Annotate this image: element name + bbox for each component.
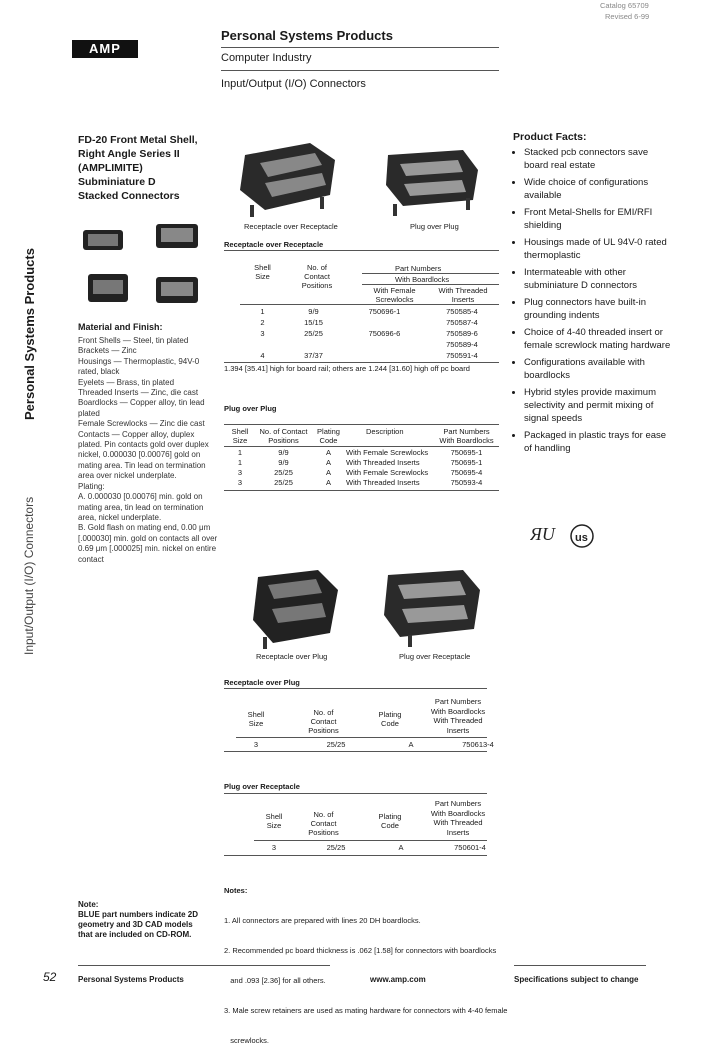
facts-list [510,146,674,459]
table-row: 1 9/9 A With Threaded Inserts 750695-1 [237,458,483,467]
footer-left: Personal Systems Products [78,975,184,984]
t1-h-fs: With Female Screwlocks [373,286,416,304]
material-list: Front Shells — Steel, tin plated Brackets — Zinc Housings — Thermoplastic, 94V-0 rated, black Eyelets — Brass, tin plated Threaded Inserts — Zinc, die cast Boardlocks — Copper alloy, tin lead plated Female Screwlocks — Zinc die cast Contacts — Copper alloy, duplex plated. Pin contacts gold over duplex nickel, 0.000030 [0.00076] gold on mating area. Tin lead on termination area over nickel underplate. Plating: A. 0.000030 [0.00076] min. gold on mating area, tin lead on termination area, nickel underplate. B. Gold flash on mating end, 0.00 μm [.000030] min. gold on contacts all over 0.69 μm [.000025] min. nickel on entire contact [78,336,218,564]
product-title: FD-20 Front Metal Shell, Right Angle Series II (AMPLIMITE) Subminiature D Stacked Connectors [78,134,198,202]
table1-body [240,306,497,361]
t1-h-ti: With Threaded Inserts [438,286,488,304]
list-item: • Housings made of UL 94V-0 rated thermoplastic [524,236,674,262]
amp-logo: AMP [72,40,138,58]
table3-title: Receptacle over Plug [224,678,300,687]
t2-h-pos: No. of Contact Positions [259,427,308,445]
t3-h-plt: Plating Code [378,710,402,728]
t2-h-shell: Shell Size [231,427,249,445]
table1-footnote: 1.394 [35.41] high for board rail; others are 1.244 [31.60] high off pc board [224,364,470,373]
table-row: 3 25/25 A 750613-4 [253,740,494,749]
list-item: • Configurations available with boardlocks [524,356,674,382]
table-row: 3 25/25 750696-6 750589-6 [260,329,478,338]
t1-h-pos: No. of Contact Positions [301,263,333,290]
table-row: 3 25/25 A 750601-4 [271,843,486,852]
table-row: 1 9/9 750696-1 750585-4 [260,307,478,316]
caption-pp: Plug over Plug [410,222,459,231]
list-item: • Intermateable with other subminiature D connectors [524,266,674,292]
footer-url: www.amp.com [370,975,426,984]
t4-h-plt: Plating Code [378,812,402,830]
t1-h-wb: With Boardlocks [395,275,450,284]
table-row: 750589-4 [446,340,478,349]
table-row: 3 25/25 A With Threaded Inserts 750593-4 [237,478,483,487]
receptacle-over-plug-image [238,565,348,650]
t4-h-pos: No. of Contact Positions [308,810,339,837]
t4-h-pn: Part Numbers With Boardlocks With Threaded Inserts [430,799,486,837]
t2-h-plt: Plating Code [317,427,340,445]
sidebar-section: Input/Output (I/O) Connectors [22,496,36,655]
list-item: • Plug connectors have built-in grounding indents [524,296,674,322]
list-item: • Packaged in plastic trays for ease of handling [524,429,674,455]
svg-text:ЯU: ЯU [530,524,555,544]
t3-h-pn: Part Numbers With Boardlocks With Threaded Inserts [430,697,486,735]
table2-title: Plug over Plug [224,404,277,413]
caption-rp: Receptacle over Plug [256,652,328,661]
svg-text:us: us [575,532,588,544]
header-subtitle: Computer Industry [221,52,312,64]
sidebar-title: Personal Systems Products [22,248,37,420]
connector-thumbnails [78,222,218,312]
header-title: Personal Systems Products [221,28,393,43]
t3-h-shell: Shell Size [247,710,265,728]
t2-h-pn: Part Numbers With Boardlocks [439,427,494,445]
table-row: 3 25/25 A With Female Screwlocks 750695-4 [237,468,483,477]
receptacle-over-receptacle-image [230,135,350,220]
t3-h-pos: No. of Contact Positions [308,708,339,735]
t1-h-pn: Part Numbers [395,264,442,273]
revised-date: Revised 6-99 [605,12,650,21]
list-item: • Stacked pcb connectors save board real estate [524,146,674,172]
page-number: 52 [43,970,57,984]
cad-note: Note: BLUE part numbers indicate 2D geometry and 3D CAD models that are included on CD-ROM. [78,900,199,939]
table2-body [224,448,499,488]
plug-over-receptacle-image [378,565,488,650]
t1-h-shell: Shell Size [254,263,271,281]
catalog-number: Catalog 65709 [600,1,649,10]
certification-marks [530,522,600,550]
table4-title: Plug over Receptacle [224,782,300,791]
caption-pr: Plug over Receptacle [399,652,471,661]
plug-over-plug-image [378,140,488,220]
material-heading: Material and Finish: [78,322,163,332]
caption-rr: Receptacle over Receptacle [244,222,338,231]
section-title: Input/Output (I/O) Connectors [221,78,366,90]
table-row: 2 15/15 750587-4 [260,318,478,327]
list-item: • Choice of 4-40 threaded insert or female screwlock mating hardware [524,326,674,352]
list-item: • Front Metal-Shells for EMI/RFI shielding [524,206,674,232]
t4-h-shell: Shell Size [265,812,283,830]
footer-right: Specifications subject to change [514,975,639,984]
notes: Notes: 1. All connectors are prepared with lines 20 DH boardlocks. 2. Recommended pc board thickness is .062 [1.58] for connectors with boardlocks and .093 [2.36] for all others. 3. Male screw retainers are used as mating hardware for connectors with 4-40 female screwlocks. [224,886,508,1045]
list-item: • Wide choice of configurations available [524,176,674,202]
facts-heading: Product Facts: [513,131,587,143]
table1-title: Receptacle over Receptacle [224,240,324,249]
table-row: 4 37/37 750591-4 [260,351,478,360]
t2-h-desc: Description [366,427,404,436]
table-row: 1 9/9 A With Female Screwlocks 750695-1 [237,448,483,457]
list-item: • Hybrid styles provide maximum selectivity and permit mixing of signal speeds [524,386,674,425]
